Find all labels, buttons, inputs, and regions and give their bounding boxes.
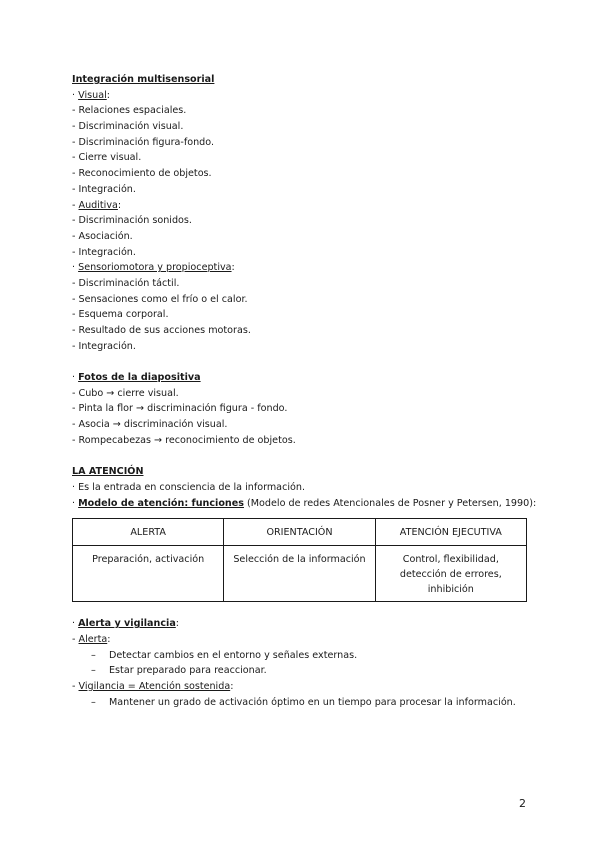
bullet: · bbox=[72, 372, 79, 384]
list-item: - Asocia → discriminación visual. bbox=[72, 419, 228, 431]
vigilancia-label: Vigilancia = Atención sostenida bbox=[78, 681, 231, 692]
list-item: - Pinta la flor → discriminación figura - fondo. bbox=[72, 403, 288, 415]
colon: : bbox=[107, 633, 111, 645]
colon: : bbox=[106, 89, 110, 101]
colon: : bbox=[231, 262, 235, 274]
spacer bbox=[72, 449, 532, 465]
list-item: - Relaciones espaciales. bbox=[72, 105, 187, 117]
bullet: - bbox=[72, 633, 79, 645]
bullet: - bbox=[72, 199, 79, 211]
list-item: - Integración. bbox=[72, 183, 136, 195]
bullet: · bbox=[72, 262, 79, 274]
document-body bbox=[72, 72, 537, 710]
spacer bbox=[72, 354, 532, 370]
sensoriomotora-label: Sensoriomotora y propioceptiva bbox=[78, 262, 232, 274]
list-item: - Resultado de sus acciones motoras. bbox=[72, 325, 251, 336]
colon: : bbox=[175, 618, 180, 630]
table-header-cell: ORIENTACIÓN bbox=[224, 519, 375, 546]
table-header-cell: ALERTA bbox=[73, 519, 224, 546]
list-item-text: Estar preparado para reaccionar. bbox=[109, 665, 267, 677]
heading-la-atencion: LA ATENCIÓN bbox=[72, 466, 144, 478]
alerta-label: Alerta bbox=[78, 633, 108, 645]
bullet: · bbox=[72, 497, 79, 509]
heading-integracion-multisensorial: Integración multisensorial bbox=[72, 74, 215, 85]
alerta-vigilancia-label: Alerta y vigilancia bbox=[78, 618, 176, 630]
fotos-heading bbox=[72, 370, 532, 386]
sensoriomotora-heading bbox=[72, 260, 532, 276]
attention-functions-table bbox=[72, 518, 527, 602]
modelo-label: Modelo de atención: funciones bbox=[78, 497, 244, 509]
list-item: - Discriminación visual. bbox=[72, 121, 184, 133]
list-item: - Discriminación táctil. bbox=[72, 277, 180, 289]
table-row bbox=[73, 546, 527, 602]
table-cell: Control, flexibilidad, detección de errores, inhibición bbox=[375, 546, 526, 602]
list-item: - Rompecabezas → reconocimiento de objetos. bbox=[72, 434, 296, 446]
list-item bbox=[72, 648, 532, 664]
list-item: - Integración. bbox=[72, 246, 136, 258]
colon: : bbox=[230, 681, 234, 692]
table-cell: Preparación, activación bbox=[73, 546, 224, 602]
list-item bbox=[72, 695, 532, 711]
alerta-vigilancia-heading bbox=[72, 616, 532, 632]
modelo-line bbox=[72, 496, 537, 512]
vigilancia-heading bbox=[72, 679, 532, 695]
list-item-text: Detectar cambios en el entorno y señales externas. bbox=[109, 649, 358, 661]
colon: : bbox=[117, 199, 122, 211]
dash-marker: – bbox=[91, 696, 96, 708]
list-item: - Sensaciones como el frío o el calor. bbox=[72, 293, 248, 305]
table-header-row bbox=[73, 519, 527, 546]
definition-line: · Es la entrada en consciencia de la información. bbox=[72, 481, 306, 493]
visual-label: Visual bbox=[78, 89, 107, 101]
bullet: · bbox=[72, 89, 79, 101]
fotos-label: Fotos de la diapositiva bbox=[78, 372, 201, 384]
list-item-text: Mantener un grado de activación óptimo en un tiempo para procesar la información. bbox=[109, 696, 516, 708]
modelo-suffix: (Modelo de redes Atencionales de Posner y Petersen, 1990): bbox=[243, 497, 537, 509]
list-item: - Esquema corporal. bbox=[72, 309, 169, 321]
auditiva-label: Auditiva bbox=[78, 199, 118, 211]
auditiva-heading bbox=[72, 198, 532, 214]
list-item: - Cubo → cierre visual. bbox=[72, 387, 179, 399]
table-cell: Selección de la información bbox=[224, 546, 375, 602]
bullet: - bbox=[72, 681, 79, 692]
bullet: · bbox=[72, 618, 79, 630]
list-item bbox=[72, 663, 532, 679]
table-header-cell: ATENCIÓN EJECUTIVA bbox=[375, 519, 526, 546]
dash-marker: – bbox=[91, 665, 96, 677]
list-item: - Discriminación figura-fondo. bbox=[72, 136, 215, 148]
list-item: - Integración. bbox=[72, 340, 136, 352]
list-item: - Asociación. bbox=[72, 230, 133, 242]
list-item: - Cierre visual. bbox=[72, 152, 142, 164]
list-item: - Discriminación sonidos. bbox=[72, 215, 192, 227]
page-number: 2 bbox=[519, 797, 526, 810]
list-item: - Reconocimiento de objetos. bbox=[72, 168, 212, 180]
visual-heading bbox=[72, 88, 532, 104]
alerta-heading bbox=[72, 632, 532, 648]
dash-marker: – bbox=[91, 649, 96, 661]
